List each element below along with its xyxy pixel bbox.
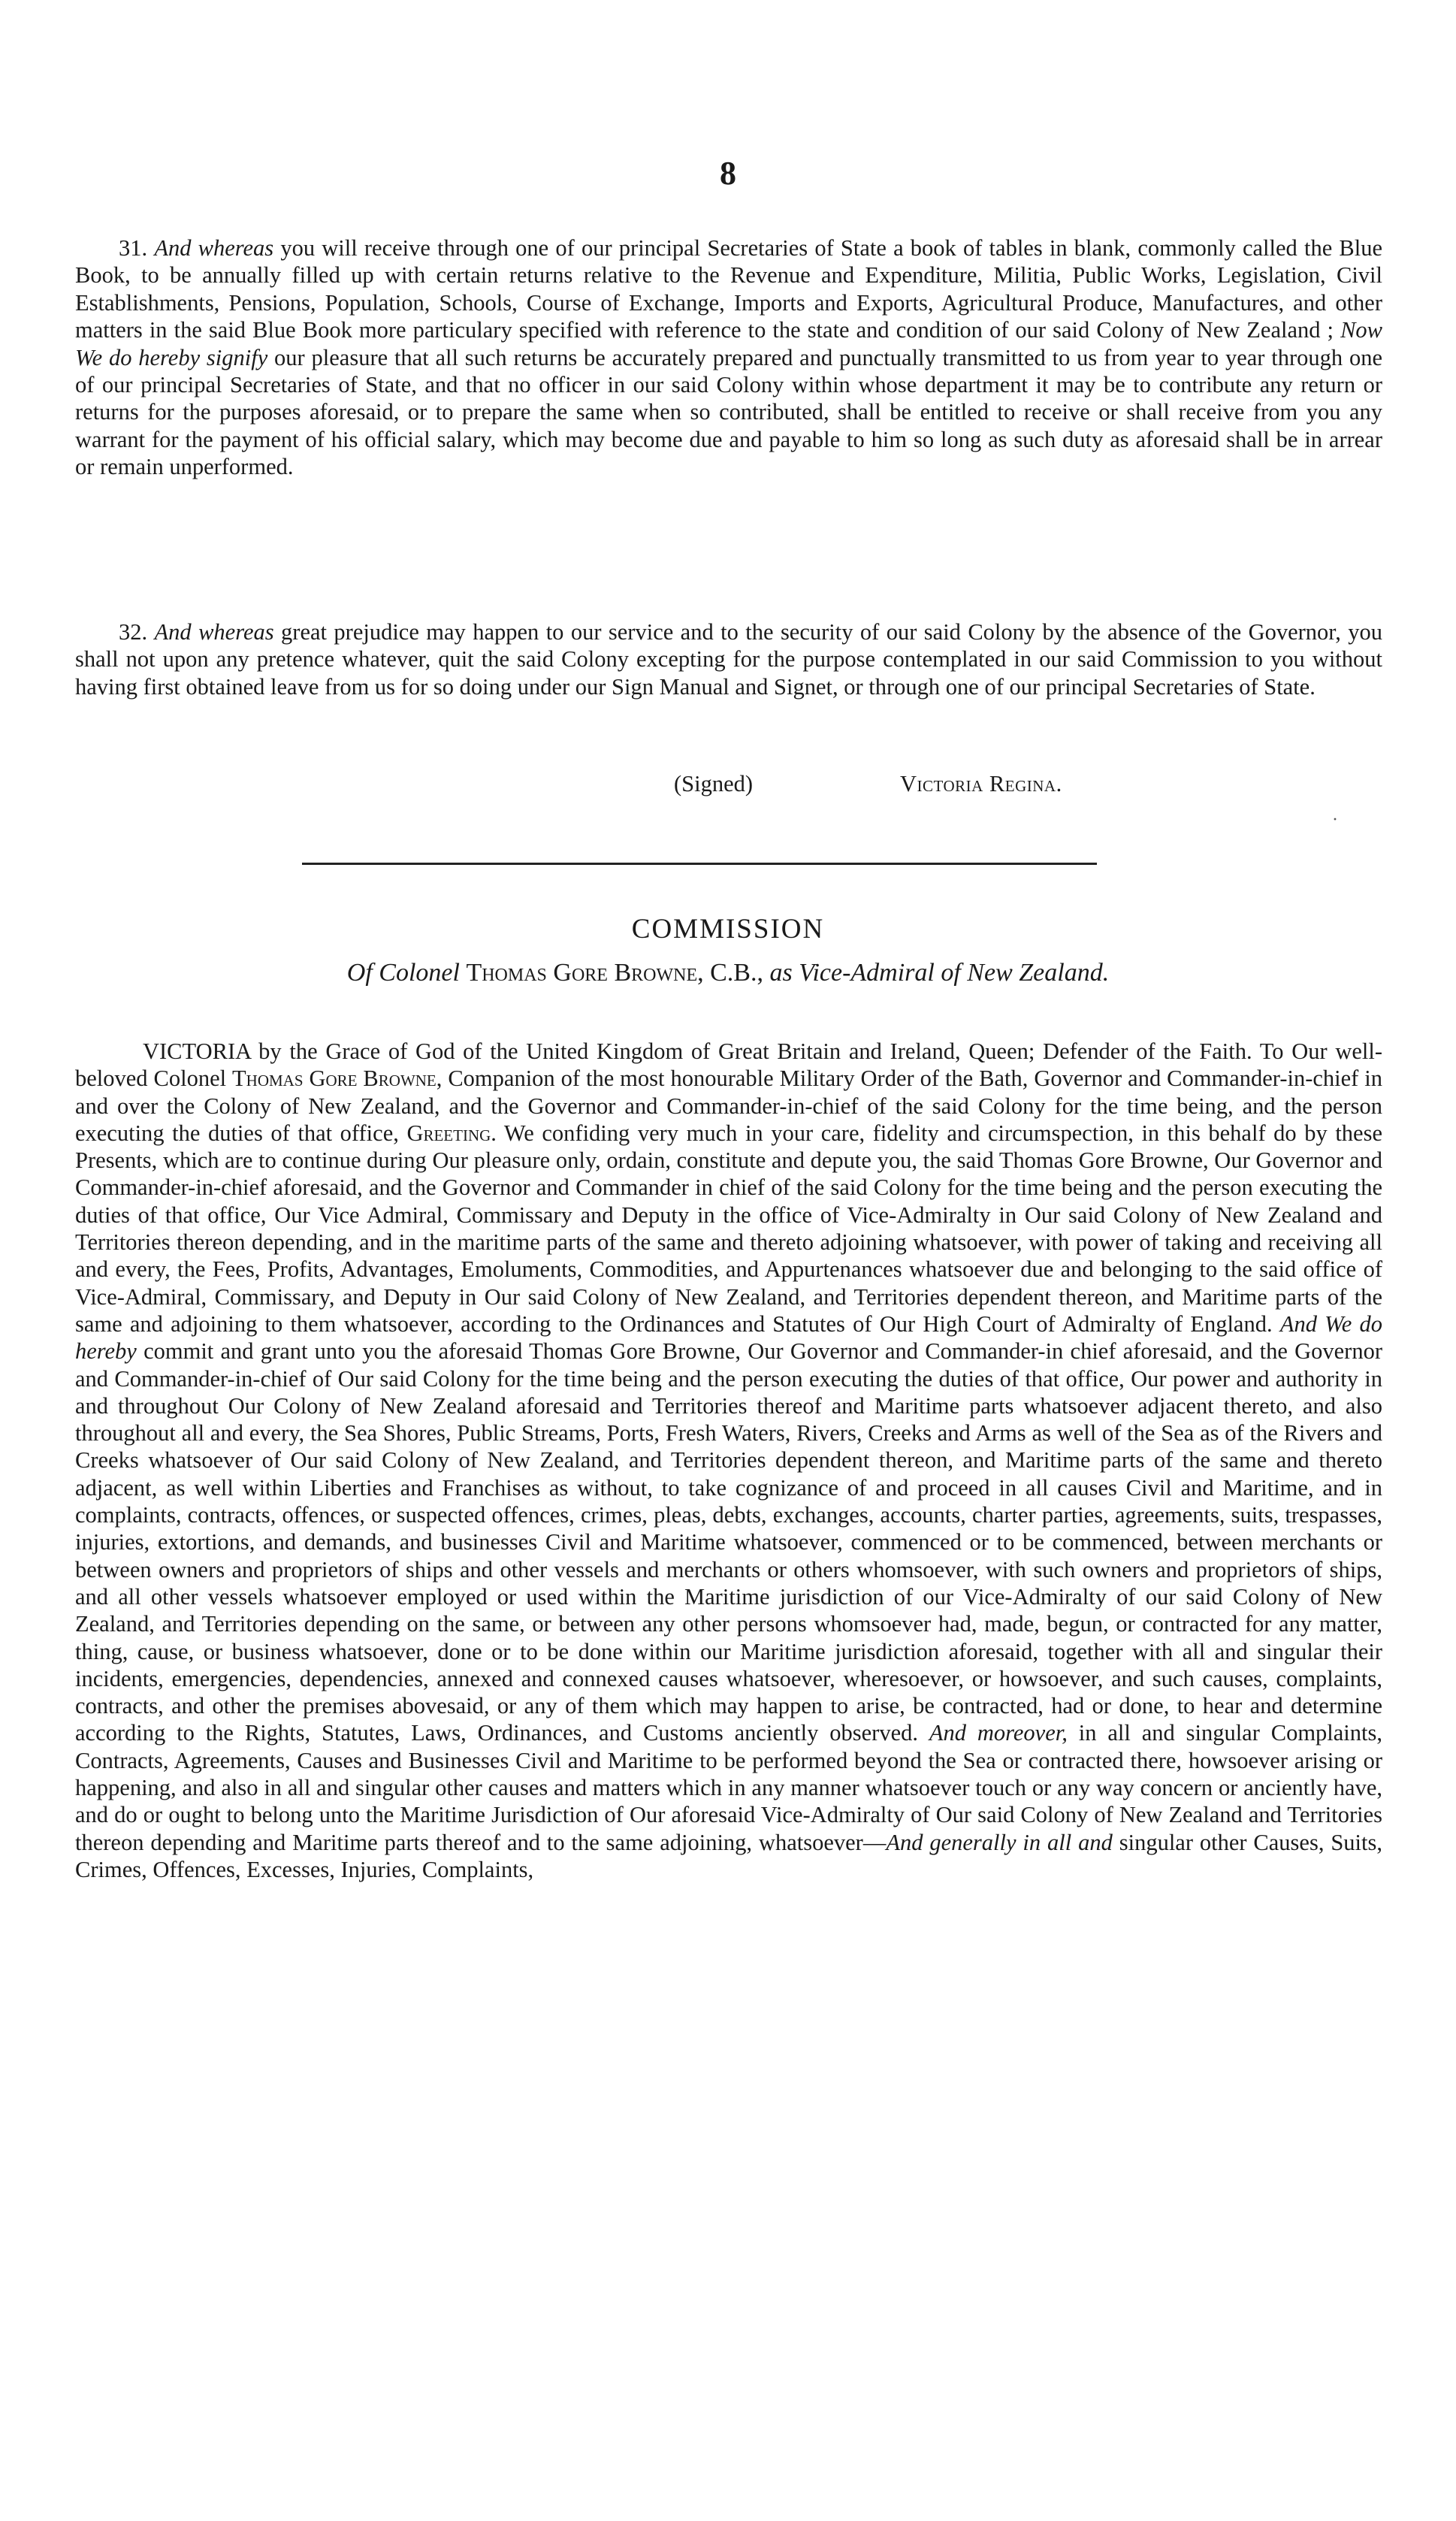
commission-emphasis: And generally in all and <box>886 1829 1113 1855</box>
commission-emphasis: And moreover, <box>929 1720 1068 1746</box>
commission-name: Thomas Gore Browne <box>232 1066 436 1092</box>
paragraph-32 <box>75 618 1382 700</box>
paragraph-text: great prejudice may happen to our service and to the security of our said Colony by the absence of the Governor, you shall not upon any pretence whatever, quit the said Colony excepting for the purpose contemplated in our said Commission to you without having first obtained leave from us for so doing under our Sign Manual and Signet, or through one of our principal Secretaries of State. <box>75 619 1383 700</box>
paragraph-lead: And whereas <box>154 235 274 261</box>
commission-text: singular other Causes, Suits, Crimes, Offences, Excesses, Injuries, Complaints, <box>75 1829 1382 1882</box>
commission-title: COMMISSION <box>631 914 825 945</box>
paragraph-number: 32. <box>119 619 148 645</box>
subtitle-as: as Vice-Admiral of New Zealand. <box>769 959 1110 987</box>
commission-emphasis: And We do hereby <box>75 1310 1382 1365</box>
page-number: 8 <box>720 155 736 192</box>
subtitle-name: Thomas Gore Browne <box>466 959 698 987</box>
paragraph-text: our pleasure that all such returns be accurately prepared and punctually transmitted to us from year to year through one of our principal Secretaries of State, and that no officer in our said Colony within whose department it may be to contribute any return or returns for the purposes aforesaid, or to prepare the same when so contributed, shall be entitled to receive or shall receive from you any warrant for the payment of his official salary, which may become due and payable to him so long as such duty as aforesaid shall be in arrear or remain unperformed. <box>75 344 1382 480</box>
signatory-name: Victoria Regina. <box>900 771 1062 797</box>
print-mark: · <box>1332 810 1338 830</box>
commission-subtitle <box>0 959 1456 987</box>
commission-text: We confiding very much in your care, fidelity and circumspection, in this behalf do by these Presents, which are to continue during Our pleasure only, ordain, constitute and depute you, the said Thomas Gore Browne, Our Governor and Commander-in-chief aforesaid, and the Governor and Commander in chief of the said Colony for the time being and the person executing the duties of that office, Our Vice Admiral, Commissary and Deputy in the office of Vice-Admiralty in Our said Colony of New Zealand and Territories thereon depending, and in the maritime parts of the same and thereto adjoining whatsoever, with power of taking and receiving all and every, the Fees, Profits, Advantages, Emoluments, Commodities, and Appurtenances whatsoever due and belonging to the said office of Vice-Admiral, Commissary, and Deputy in Our said Colony of New Zealand, and Territories dependent thereon, and Maritime parts of the same and adjoining to them whatsoever, according to the Ordinances and Statutes of Our High Court of Admiralty of England. <box>75 1120 1382 1337</box>
subtitle-cb: , C.B., <box>697 959 770 987</box>
paragraph-text: you will receive through one of our principal Secretaries of State a book of tables in blank, commonly called the Blue Book, to be annually filled up with certain returns relative to the Revenue and Expenditure, Militia, Public Works, Legislation, Civil Establishments, Pensions, Population, Schools, Course of Exchange, Imports and Exports, Agricultural Produce, Manufactures, and other matters in the said Blue Book more particulary specified with reference to the state and condition of our said Colony of New Zealand ; <box>75 235 1383 343</box>
commission-greeting: Greeting. <box>406 1120 497 1146</box>
signed-label: (Signed) <box>674 771 754 797</box>
paragraph-lead: And whereas <box>154 619 274 645</box>
subtitle-of: Of Colonel <box>346 959 467 987</box>
section-divider <box>302 863 1097 865</box>
commission-text: in all and singular Complaints, Contracts, Agreements, Causes and Businesses Civil and Maritime to be performed beyond the Sea or contracted there, howsoever arising or happening, and also in all and singular other causes and matters which in any manner whatsoever touch or any way concern or anciently have, and do or ought to belong unto the Maritime Jurisdiction of Our aforesaid Vice-Admiralty of Our said Colony of New Zealand and Territories thereon depending and Maritime parts thereof and to the same adjoining, whatsoever— <box>75 1720 1383 1855</box>
commission-text: commit and grant unto you the aforesaid Thomas Gore Browne, Our Governor and Commander-in chief aforesaid, and the Governor and Commander-in-chief of Our said Colony for the time being and the person executing the duties of that office, Our power and authority in and throughout Our Colony of New Zealand aforesaid and Territories thereof and Maritime parts whatsoever adjacent thereto, and also throughout all and every, the Sea Shores, Public Streams, Ports, Fresh Waters, Rivers, Creeks and Arms as well of the Sea as of the Rivers and Creeks whatsoever of Our said Colony of New Zealand, and Territories dependent thereon, and Maritime parts of the same and thereto adjacent, as well within Liberties and Franchises as without, to take cognizance of and proceed in all causes Civil and Maritime, and in complaints, contracts, offences, or suspected offences, crimes, pleas, debts, exchanges, accounts, charter parties, agreements, suits, trespasses, injuries, extortions, and demands, and businesses Civil and Maritime whatsoever, commenced or to be commenced, between merchants or between owners and proprietors of ships and other vessels and merchants or others whomsoever, with such owners and proprietors of ships, and all other vessels whatsoever employed or used within the Maritime jurisdiction of our Vice-Admiralty of our said Colony of New Zealand, and Territories depending on the same, or between any other persons whomsoever had, made, begun, or contracted for any matter, thing, cause, or business whatsoever, done or to be done within our Maritime jurisdiction aforesaid, together with all and singular their incidents, emergencies, dependencies, annexed and connexed causes whatsoever, wheresoever, or howsoever, and such causes, complaints, contracts, and other the premises abovesaid, or any of them which may happen to arise, be contracted, had or done, to hear and determine according to the Rights, Statutes, Laws, Ordinances, and Customs anciently observed. <box>75 1338 1382 1746</box>
paragraph-emphasis: Now We do hereby signify <box>75 317 1382 370</box>
commission-body <box>75 1038 1382 1883</box>
commission-text: VICTORIA by the Grace of God of the United Kingdom of Great Britain and Ireland, Queen; Defender of the Faith. To Our well-beloved Colonel <box>75 1038 1382 1092</box>
commission-text: , Companion of the most honourable Military Order of the Bath, Governor and Commander-in-chief in and over the Colony of New Zealand, and the Governor and Commander-in-chief of the said Colony for the time being, and the person executing the duties of that office, <box>75 1066 1382 1146</box>
paragraph-31 <box>75 234 1382 481</box>
paragraph-number: 31. <box>119 235 148 261</box>
